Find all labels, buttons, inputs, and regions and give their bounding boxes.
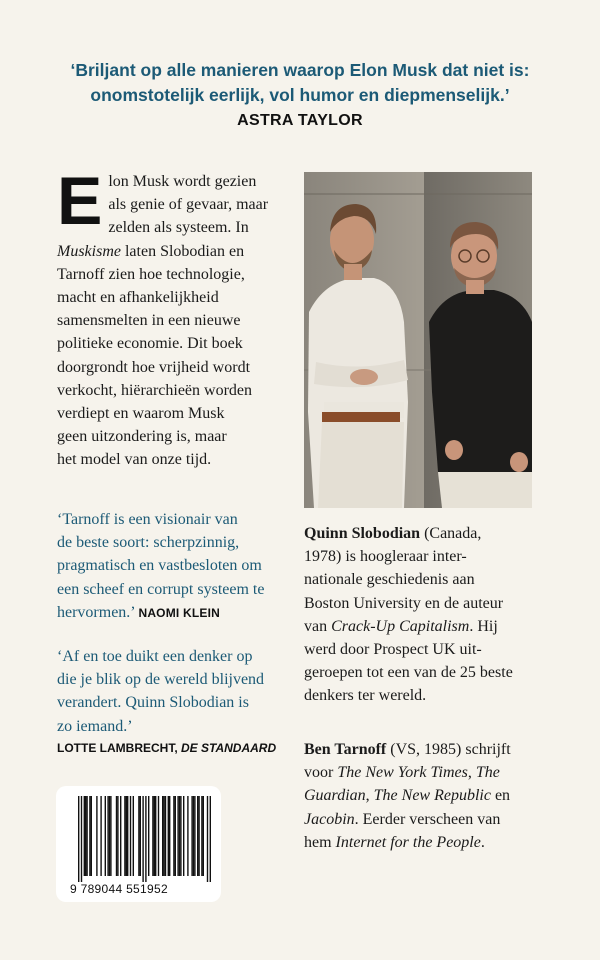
quote-author: LOTTE LAMBRECHT, DE STANDAARD <box>57 740 277 755</box>
barcode-bar <box>175 796 176 876</box>
barcode-bar <box>109 796 110 876</box>
quote-line: zo iemand.’ <box>57 717 133 735</box>
barcode-bar <box>84 796 85 876</box>
quote-line: ‘Tarnoff is een visionair van <box>57 511 238 528</box>
blurb-line: Tarnoff zien hoe technologie, <box>57 265 245 283</box>
author-name: Quinn Slobodian <box>304 525 421 542</box>
bio-line: Ben Tarnoff (VS, 1985) schrijft <box>304 741 511 758</box>
barcode-bar <box>201 796 202 876</box>
bio-line: Boston University en de auteur <box>304 594 504 612</box>
barcode-bar <box>140 796 141 876</box>
top-quote-line: ‘Briljant op alle manieren waarop Elon Musk dat niet is: <box>70 60 530 80</box>
blurb-line: verkocht, hiërarchieën worden <box>57 381 253 399</box>
barcode-bar <box>152 796 153 876</box>
barcode-bar <box>105 796 106 876</box>
barcode-bar <box>145 796 146 882</box>
bio-line: geroepen tot een van de 25 beste <box>304 664 513 682</box>
barcode-bar <box>126 796 127 876</box>
barcode-bar <box>86 796 87 876</box>
barcode-bar <box>138 796 139 876</box>
barcode-bar <box>120 796 121 876</box>
barcode-bar <box>165 796 166 876</box>
barcode-bar <box>91 796 92 876</box>
bio-line: denkers ter wereld. <box>304 687 427 705</box>
barcode-bar <box>207 796 208 882</box>
barcode-bar <box>117 796 118 876</box>
blurb-line: Muskisme laten Slobodian en <box>57 242 245 260</box>
quote-line: ‘Af en toe duikt een denker op <box>57 648 253 665</box>
bio-tarnoff <box>304 738 544 854</box>
barcode-bar <box>116 796 117 876</box>
quote-line: hervormen.’ NAOMI KLEIN <box>57 603 220 621</box>
dropcap: E <box>57 163 103 239</box>
barcode-bar <box>85 796 86 876</box>
barcode-bar <box>168 796 169 876</box>
barcode-bar <box>110 796 111 876</box>
blurb-line: als genie of gevaar, maar <box>108 196 269 214</box>
blurb-line: macht en afhankelijkheid <box>57 289 219 307</box>
bio-line: van Crack-Up Capitalism. Hij <box>304 617 498 635</box>
top-quote <box>0 58 600 108</box>
author-name: Ben Tarnoff <box>304 741 387 758</box>
bio-line: Quinn Slobodian (Canada, <box>304 525 482 542</box>
blurb-line: geen uitzondering is, maar <box>57 428 227 446</box>
barcode-bar <box>133 796 134 876</box>
barcode-bar <box>169 796 170 876</box>
top-quote-author: ASTRA TAYLOR <box>237 112 363 129</box>
isbn-number: 9 789044 551952 <box>70 882 168 896</box>
blurb-line: politieke economie. Dit boek <box>57 335 243 353</box>
quote-line: een scheef en corrupt systeem te <box>57 580 265 598</box>
barcode-bar <box>107 796 108 876</box>
blurb-line: lon Musk wordt gezien <box>108 173 257 190</box>
barcode-bar <box>193 796 194 876</box>
barcode-bar <box>163 796 164 876</box>
barcode-bar <box>81 796 82 882</box>
barcode-bar <box>148 796 149 876</box>
barcode-bar <box>203 796 204 876</box>
barcode-bar <box>155 796 156 876</box>
bio-line: voor The New York Times, The <box>304 764 500 782</box>
quote-line: die je blik op de wereld blijvend <box>57 671 265 689</box>
barcode-bar <box>78 796 79 882</box>
barcode-bar <box>173 796 174 876</box>
barcode-bar <box>183 796 184 876</box>
barcode-bar <box>124 796 125 876</box>
bio-line: Guardian, The New Republic en <box>304 787 511 805</box>
barcode-bar <box>89 796 90 876</box>
barcode <box>56 786 221 902</box>
barcode-bar <box>198 796 199 876</box>
bio-line: 1978) is hoogleraar inter- <box>304 548 467 566</box>
barcode-bar <box>158 796 159 876</box>
barcode-bar <box>142 796 143 882</box>
barcode-bar <box>177 796 178 876</box>
bio-line: werd door Prospect UK uit- <box>304 641 482 659</box>
blurb <box>57 163 289 472</box>
barcode-bar <box>154 796 155 876</box>
blurb-line: doorgrondt hoe vrijheid wordt <box>57 358 251 376</box>
blurb-line: samensmelten in een nieuwe <box>57 312 241 330</box>
barcode-bar <box>180 796 181 876</box>
blurb-line: het model van onze tijd. <box>57 451 212 469</box>
barcode-bar <box>179 796 180 876</box>
barcode-bar <box>162 796 163 876</box>
quote-author: NAOMI KLEIN <box>138 605 220 620</box>
blurb-line: verdiept en waarom Musk <box>57 405 225 423</box>
quote-lotte-lambrecht <box>57 645 297 755</box>
barcode-bar <box>96 796 97 876</box>
barcode-bar <box>210 796 211 882</box>
quote-line: verandert. Quinn Slobodian is <box>57 694 249 712</box>
barcode-bar <box>187 796 188 876</box>
quote-naomi-klein <box>57 508 297 625</box>
bio-line: nationale geschiedenis aan <box>304 571 475 589</box>
bio-line: Jacobin. Eerder verscheen van <box>304 810 501 828</box>
blurb-line: zelden als systeem. In <box>108 219 249 237</box>
barcode-bar <box>191 796 192 876</box>
bio-line: hem Internet for the People. <box>304 833 485 851</box>
top-quote-line: onomstotelijk eerlijk, vol humor en diepmenselijk.’ <box>90 85 510 105</box>
barcode-bar <box>197 796 198 876</box>
author-photo <box>304 172 532 508</box>
quote-line: de beste soort: scherpzinnig, <box>57 534 240 552</box>
barcode-bar <box>130 796 131 876</box>
barcode-bar <box>100 796 101 876</box>
bio-slobodian <box>304 522 544 708</box>
barcode-bar <box>194 796 195 876</box>
barcode-bar <box>127 796 128 876</box>
quote-line: pragmatisch en vastbesloten om <box>57 557 262 575</box>
